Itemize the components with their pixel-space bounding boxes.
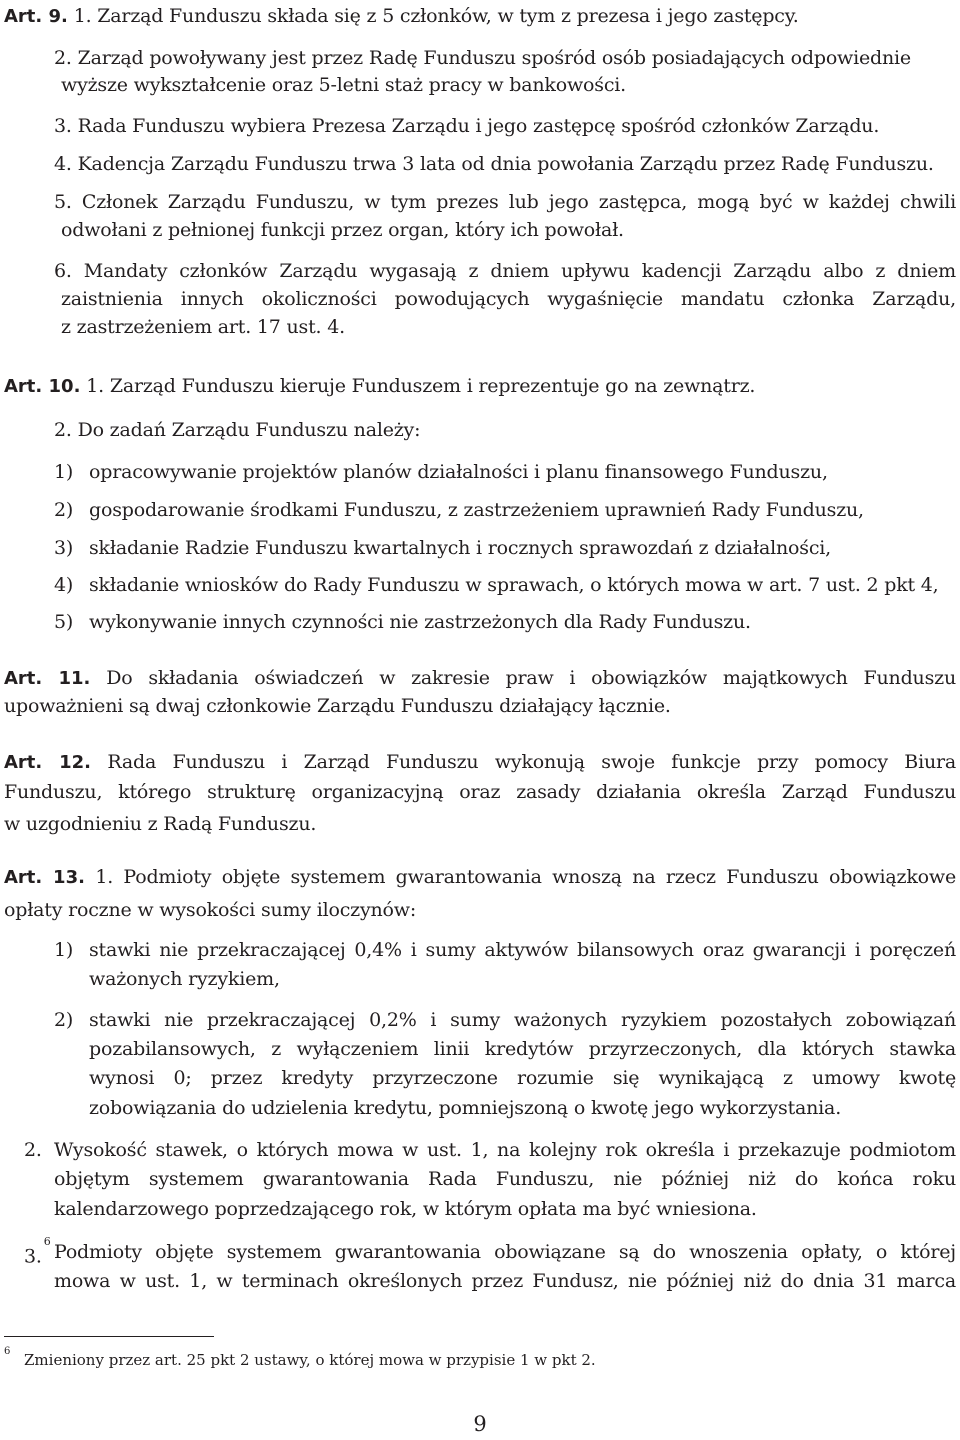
list-item-text: składanie wniosków do Rady Funduszu w sprawach, o których mowa w art. 7 ust. 2 pkt 4, (89, 574, 939, 596)
art10-p1 (4, 374, 956, 399)
art9-p1 (4, 4, 956, 29)
art13-p3-number (24, 1235, 51, 1268)
art9-p6-line3: z zastrzeżeniem art. 17 ust. 4. (61, 316, 345, 338)
art13-item2-line2: pozabilansowych, z wyłączeniem linii kredytów przyrzeczonych, dla których stawka (89, 1038, 956, 1060)
footnote-divider (4, 1336, 214, 1337)
art13-item2-line4: zobowiązania do udzielenia kredytu, pomniejszoną o kwotę jego wykorzystania. (89, 1097, 842, 1119)
footnote-number: 6 (4, 1346, 11, 1357)
list-item-text: opracowywanie projektów planów działalności i planu finansowego Funduszu, (89, 461, 828, 483)
art11-line2: upoważnieni są dwaj członkowie Zarządu Funduszu działający łącznie. (4, 695, 671, 717)
art12-line2: Funduszu, którego strukturę organizacyjną oraz zasady działania określa Zarząd Funduszu (4, 781, 956, 803)
list-item-number: 3) (54, 537, 74, 559)
page-number: 9 (473, 1412, 487, 1436)
art11-line1-text: Do składania oświadczeń w zakresie praw i obowiązków majątkowych Funduszu (106, 667, 956, 689)
art9-p6-line2: zaistnienia innych okoliczności powodujących wygaśnięcie mandatu członka Zarządu, (61, 288, 956, 310)
art13-item1-line2: ważonych ryzykiem, (89, 968, 280, 990)
art9-p6-line1: 6. Mandaty członków Zarządu wygasają z dniem upływu kadencji Zarządu albo z dniem (54, 260, 956, 282)
art13-line1-text: 1. Podmioty objęte systemem gwarantowania wnoszą na rzecz Funduszu obowiązkowe (95, 866, 956, 888)
art13-item2-number: 2) (54, 1009, 74, 1031)
art12-heading: Art. 12. (4, 752, 91, 773)
art10-p2: 2. Do zadań Zarządu Funduszu należy: (54, 419, 421, 441)
list-item-number: 5) (54, 611, 74, 633)
art13-line2: opłaty roczne w wysokości sumy iloczynów: (4, 899, 417, 921)
list-item-number: 1) (54, 461, 74, 483)
art9-heading: Art. 9. (4, 6, 68, 27)
art13-p3-number-text: 3. (24, 1245, 42, 1268)
art9-p2-line2: wyższe wykształcenie oraz 5-letni staż pracy w bankowości. (61, 74, 626, 96)
footnote-reference[interactable]: 6 (43, 1235, 51, 1248)
art13-p3-line1: Podmioty objęte systemem gwarantowania obowiązane są do wnoszenia opłaty, o której (54, 1241, 956, 1263)
art13-item1-line1: stawki nie przekraczającej 0,4% i sumy aktywów bilansowych oraz gwarancji i poręczeń (89, 939, 956, 961)
art12-line1-text: Rada Funduszu i Zarząd Funduszu wykonują swoje funkcje przy pomocy Biura (107, 751, 956, 773)
art9-p1-text: 1. Zarząd Funduszu składa się z 5 członków, w tym z prezesa i jego zastępcy. (73, 5, 799, 27)
list-item-text: gospodarowanie środkami Funduszu, z zastrzeżeniem uprawnień Rady Funduszu, (89, 499, 864, 521)
list-item-text: składanie Radzie Funduszu kwartalnych i rocznych sprawozdań z działalności, (89, 537, 832, 559)
art13-line1 (4, 865, 956, 890)
art13-p2-number: 2. (24, 1139, 42, 1161)
art12-line1 (4, 750, 956, 775)
art13-p2-line1: Wysokość stawek, o których mowa w ust. 1, na kolejny rok określa i przekazuje podmiotom (54, 1139, 956, 1161)
list-item-text: wykonywanie innych czynności nie zastrzeżonych dla Rady Funduszu. (89, 611, 751, 633)
art9-p4: 4. Kadencja Zarządu Funduszu trwa 3 lata od dnia powołania Zarządu przez Radę Funduszu. (54, 153, 934, 175)
art9-p5-line2: odwołani z pełnionej funkcji przez organ, który ich powołał. (61, 219, 624, 241)
art13-p3-line2: mowa w ust. 1, w terminach określonych przez Fundusz, nie później niż do dnia 31 marca (54, 1270, 956, 1292)
art13-item1-number: 1) (54, 939, 74, 961)
list-item-number: 4) (54, 574, 74, 596)
list-item-number: 2) (54, 499, 74, 521)
art10-heading: Art. 10. (4, 376, 81, 397)
art9-p3: 3. Rada Funduszu wybiera Prezesa Zarządu i jego zastępcę spośród członków Zarządu. (54, 115, 880, 137)
art13-p2-line2: objętym systemem gwarantowania Rada Funduszu, nie później niż do końca roku (54, 1168, 956, 1190)
footnote-text: Zmieniony przez art. 25 pkt 2 ustawy, o której mowa w przypisie 1 w pkt 2. (24, 1351, 596, 1369)
art10-p1-text: 1. Zarząd Funduszu kieruje Funduszem i reprezentuje go na zewnątrz. (86, 375, 756, 397)
art13-heading: Art. 13. (4, 867, 85, 888)
art11-heading: Art. 11. (4, 668, 91, 689)
art9-p2-line1: 2. Zarząd powoływany jest przez Radę Funduszu spośród osób posiadających odpowiednie (54, 47, 911, 69)
art12-line3: w uzgodnieniu z Radą Funduszu. (4, 813, 317, 835)
art13-item2-line1: stawki nie przekraczającej 0,2% i sumy ważonych ryzykiem pozostałych zobowiązań (89, 1009, 956, 1031)
art13-p2-line3: kalendarzowego poprzedzającego rok, w którym opłata ma być wniesiona. (54, 1198, 757, 1220)
art9-p5-line1: 5. Członek Zarządu Funduszu, w tym prezes lub jego zastępca, mogą być w każdej chwili (54, 191, 956, 213)
art13-item2-line3: wynosi 0; przez kredyty przyrzeczone rozumie się wynikającą z umowy kwotę (89, 1067, 956, 1089)
art11-line1 (4, 666, 956, 691)
